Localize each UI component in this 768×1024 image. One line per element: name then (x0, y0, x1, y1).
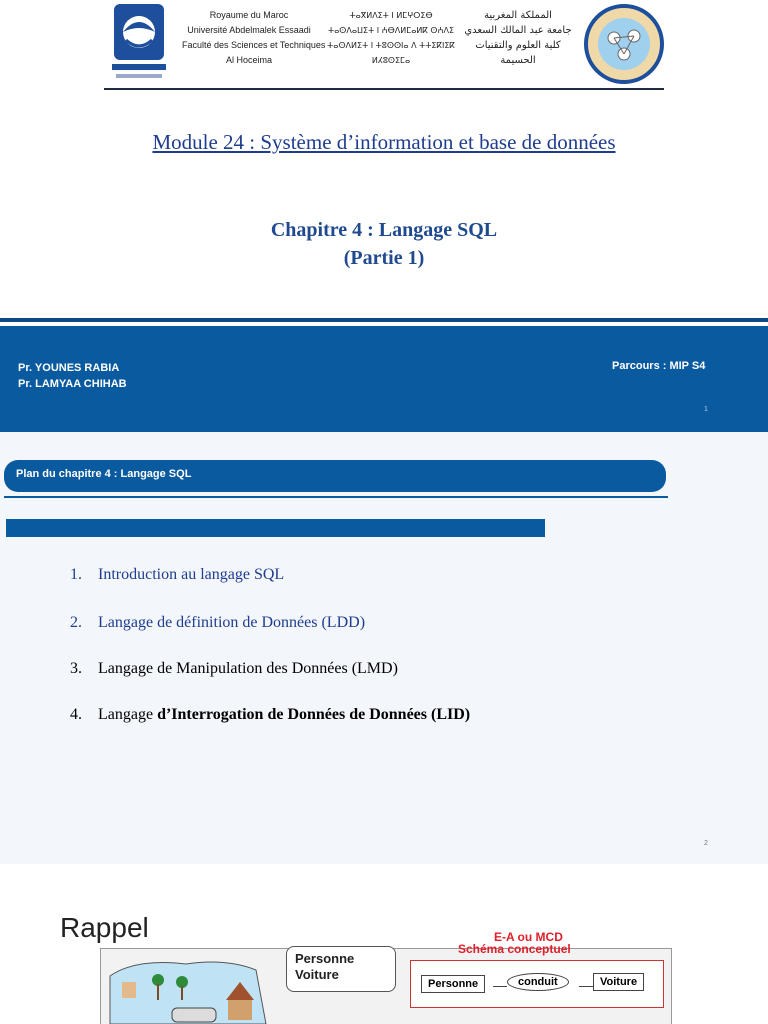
header-ar-line: المملكة المغربية (484, 10, 552, 21)
toc-text: Langage de définition de Données (LDD) (98, 614, 366, 631)
header-fr-line: Royaume du Maroc (209, 10, 289, 20)
band-gap (0, 322, 768, 326)
toc-item (70, 660, 398, 678)
header-french (182, 8, 326, 68)
header-tz-line: ⵜⴰⴳⵍⴷⵉⵜ ⵏ ⵍⵎⵖⵔⵉⴱ (349, 11, 433, 20)
plan-slide (0, 432, 768, 864)
relation-conduit: conduit (507, 973, 569, 991)
header-divider (104, 88, 664, 90)
schema-label: Schéma conceptuel (458, 942, 571, 956)
toc-text-bold: d’Interrogation de Données de Données (LID) (157, 706, 471, 723)
plan-title: Plan du chapitre 4 : Langage SQL (16, 468, 192, 480)
header-ar-line: الحسيمة (500, 55, 536, 66)
slide-title: Rappel (60, 912, 149, 943)
page-number: 1 (704, 406, 708, 413)
header-arabic (458, 8, 578, 68)
plan-title-bar (4, 460, 666, 492)
header-tz-line: ⵜⴰⵙⴷⴰⵡⵉⵜ ⵏ ⵄⴱⴷⵍⵎⴰⵍⴽ ⵙⵄⴷⵉ (327, 26, 455, 35)
bubble-line: Personne (295, 951, 355, 966)
chapter-title: Chapitre 4 : Langage SQL (270, 219, 498, 241)
chapter-subtitle: (Partie 1) (343, 247, 425, 269)
header-ar-line: جامعة عبد المالك السعدي (464, 25, 572, 36)
plan-underline (4, 496, 668, 498)
footer-band (0, 318, 768, 432)
university-logo (106, 2, 172, 84)
header-fr-line: Faculté des Sciences et Techniques (182, 40, 326, 50)
header-fr-line: Université Abdelmalek Essaadi (187, 25, 311, 35)
title-slide (0, 0, 768, 432)
toc-item (70, 614, 365, 632)
faculty-logo (584, 0, 664, 88)
toc-text: Langage (98, 706, 158, 723)
toc-number: 1. (70, 566, 82, 583)
author-name: Pr. LAMYAA CHIHAB (18, 378, 127, 390)
toc-number: 2. (70, 614, 82, 631)
module-title: Module 24 : Système d’information et base de données (152, 130, 616, 154)
toc-number: 3. (70, 660, 82, 677)
toc-item (70, 566, 284, 584)
bubble-line: Voiture (295, 967, 339, 982)
toc-text: Introduction au langage SQL (98, 566, 285, 583)
illustration-scene (106, 956, 276, 1024)
link-line (493, 986, 507, 987)
rappel-slide (0, 864, 768, 1024)
plan-accent-bar (6, 519, 545, 537)
mcd-box (410, 960, 664, 1008)
header-tz-line: ⵜⴰⵙⴷⵍⵉⵜ ⵏ ⵜⵓⵙⵙⵏⴰ ⴷ ⵜⵜⵉⴽⵏⵉⴽ (327, 41, 455, 50)
parcours-label: Parcours : MIP S4 (612, 360, 706, 372)
header-tz-line: ⵍⵃⵓⵙⵉⵎⴰ (371, 56, 411, 65)
link-line (579, 986, 593, 987)
header-ar-line: كلية العلوم والتقنيات (475, 40, 561, 51)
speech-bubble (286, 946, 396, 992)
entity-personne: Personne (421, 975, 485, 993)
header-fr-line: Al Hoceima (225, 55, 272, 65)
toc-number: 4. (70, 706, 82, 723)
toc-item (70, 706, 470, 724)
toc-text: Langage de Manipulation des Données (LMD) (98, 660, 398, 677)
author-name: Pr. YOUNES RABIA (18, 362, 120, 374)
entity-voiture: Voiture (593, 973, 644, 991)
page-number: 2 (704, 840, 708, 847)
authors (18, 360, 127, 392)
ea-label: E-A ou MCD (494, 930, 563, 944)
header-tamazight (322, 8, 460, 68)
